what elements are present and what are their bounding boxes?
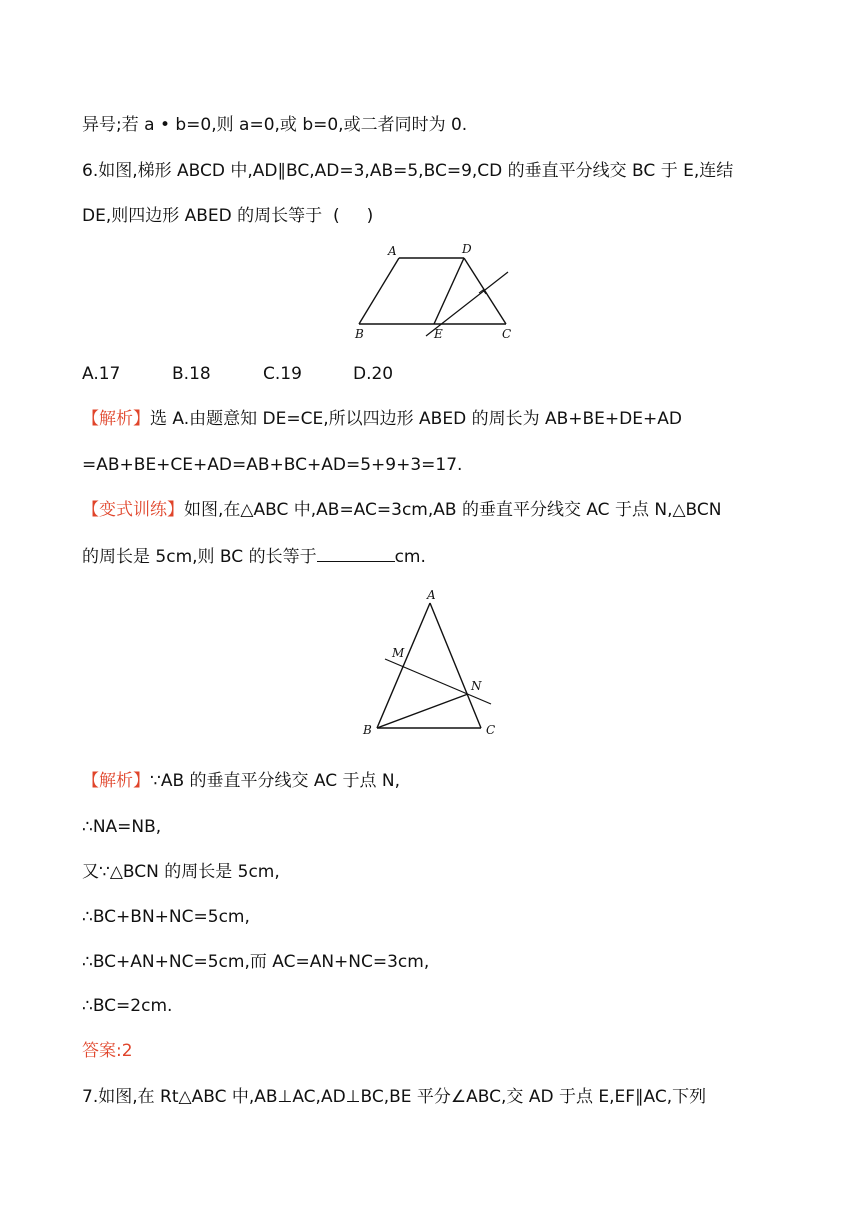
trapezoid-figure bbox=[350, 240, 530, 340]
label-E: E bbox=[434, 327, 443, 340]
solution-2-line-3: 又∵△BCN 的周长是 5cm, bbox=[82, 862, 280, 882]
label-A: A bbox=[427, 588, 436, 602]
choice-b: B.18 bbox=[172, 364, 211, 384]
segment-BN bbox=[377, 694, 468, 728]
question-6-line-2: DE,则四边形 ABED 的周长等于 ( ) bbox=[82, 206, 374, 226]
solution-1-line-1 bbox=[82, 408, 682, 430]
answer-blank bbox=[317, 545, 395, 562]
solution-2-line-6: ∴BC=2cm. bbox=[82, 996, 173, 1016]
variant-line-1 bbox=[82, 499, 722, 521]
solution-tag: 【解析】 bbox=[82, 771, 150, 791]
variant-text-2: 的周长是 5cm,则 BC 的长等于 bbox=[82, 547, 317, 567]
label-A: A bbox=[388, 244, 397, 258]
label-C: C bbox=[486, 723, 496, 737]
segment-AB bbox=[377, 603, 430, 728]
variant-tag: 【变式训练】 bbox=[82, 500, 184, 520]
segment-DC bbox=[464, 258, 506, 324]
solution-2-line-1 bbox=[82, 770, 400, 792]
solution-1-line-2: =AB+BE+CE+AD=AB+BC+AD=5+9+3=17. bbox=[82, 455, 463, 475]
solution-1-text: 选 A.由题意知 DE=CE,所以四边形 ABED 的周长为 AB+BE+DE+AD bbox=[150, 409, 682, 429]
question-6-line-1: 6.如图,梯形 ABCD 中,AD∥BC,AD=3,AB=5,BC=9,CD 的垂直平分线交 BC 于 E,连结 bbox=[82, 161, 734, 181]
variant-unit: cm. bbox=[394, 547, 426, 567]
variant-line-2 bbox=[82, 545, 426, 568]
question-7-line-1: 7.如图,在 Rt△ABC 中,AB⊥AC,AD⊥BC,BE 平分∠ABC,交 AD 于点 E,EF∥AC,下列 bbox=[82, 1087, 707, 1107]
label-B: B bbox=[355, 327, 364, 340]
solution-2-line-2: ∴NA=NB, bbox=[82, 817, 162, 837]
choice-d: D.20 bbox=[353, 364, 394, 384]
text-line-sign: 异号;若 a • b=0,则 a=0,或 b=0,或二者同时为 0. bbox=[82, 115, 468, 135]
segment-AB bbox=[359, 258, 399, 324]
label-C: C bbox=[502, 327, 512, 340]
solution-2-line-5: ∴BC+AN+NC=5cm,而 AC=AN+NC=3cm, bbox=[82, 952, 430, 972]
solution-tag: 【解析】 bbox=[82, 409, 150, 429]
answer-line: 答案:2 bbox=[82, 1041, 133, 1061]
choice-a: A.17 bbox=[82, 364, 121, 384]
variant-text: 如图,在△ABC 中,AB=AC=3cm,AB 的垂直平分线交 AC 于点 N,△BCN bbox=[184, 500, 722, 520]
solution-2-text: ∵AB 的垂直平分线交 AC 于点 N, bbox=[150, 771, 401, 791]
label-M: M bbox=[392, 646, 405, 660]
segment-AC bbox=[430, 603, 481, 728]
segment-DE bbox=[434, 258, 464, 324]
label-D: D bbox=[462, 242, 472, 256]
label-N: N bbox=[471, 679, 482, 693]
triangle-figure bbox=[355, 587, 505, 737]
choice-c: C.19 bbox=[263, 364, 302, 384]
label-B: B bbox=[363, 723, 372, 737]
solution-2-line-4: ∴BC+BN+NC=5cm, bbox=[82, 907, 250, 927]
